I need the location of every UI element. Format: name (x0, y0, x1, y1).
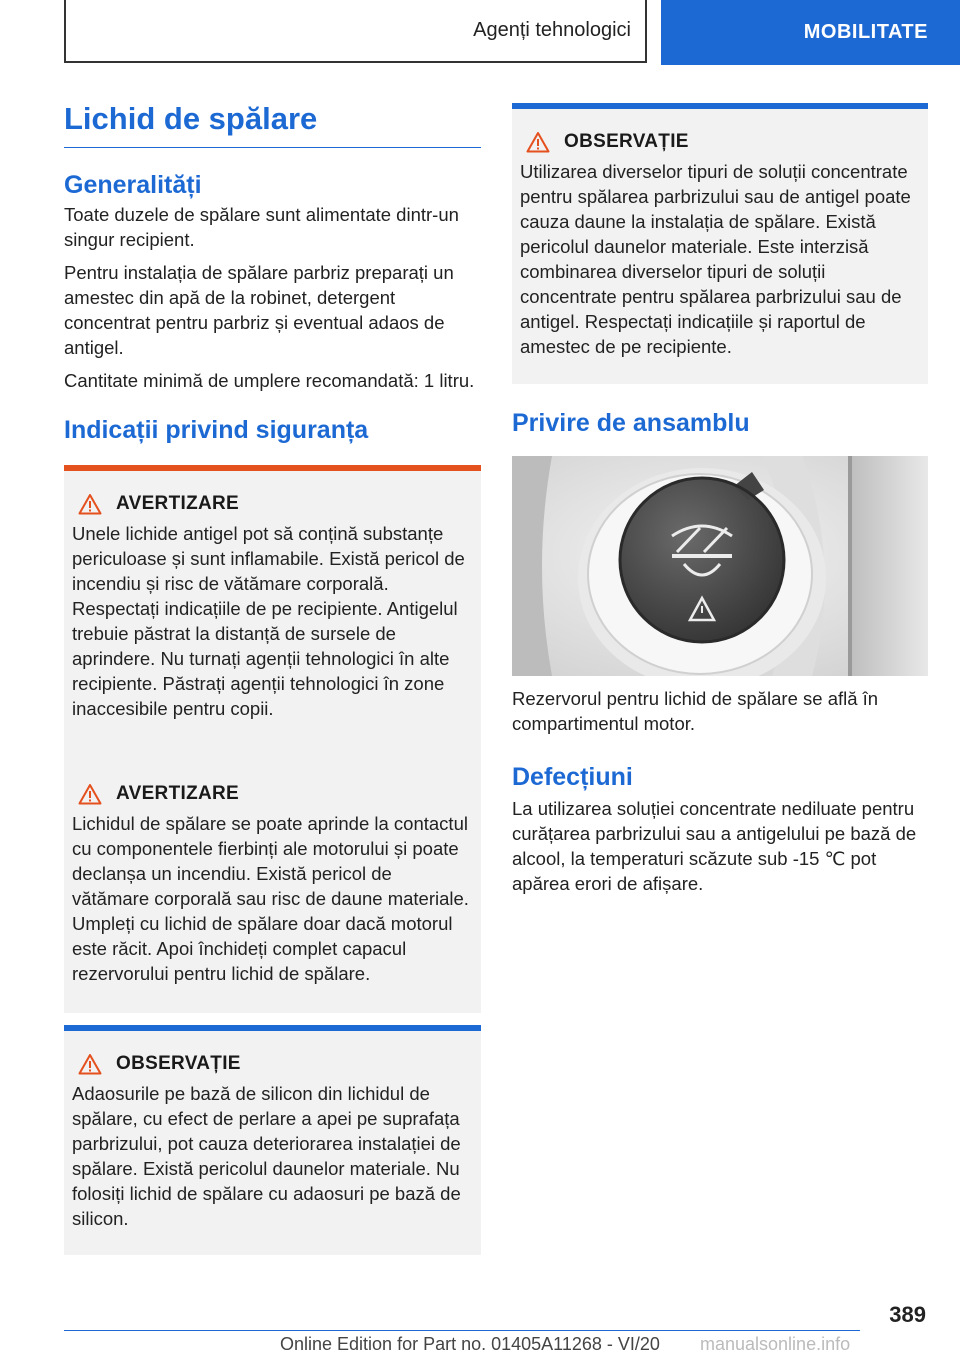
general-paragraph-2: Pentru instalația de spălare parbriz preparați un amestec din apă de la robinet, detergent concentrat pentru parbriz și eventual adaos de antigel. (64, 262, 454, 359)
general-paragraph-1: Toate duzele de spălare sunt alimentate dintr-un singur recipient. (64, 204, 459, 251)
right-column (512, 103, 928, 896)
photo-caption: Rezervorul pentru lichid de spălare se află în compartimentul motor. (512, 688, 879, 734)
header-section-label: Agenți tehnologici (473, 19, 631, 41)
note-label: OBSERVAȚIE (116, 1053, 241, 1075)
warning-triangle-icon (78, 493, 102, 515)
left-column (64, 100, 481, 1255)
warning-box-1 (64, 465, 481, 745)
note-box-1 (64, 1025, 481, 1255)
header-chapter-tab (661, 0, 960, 65)
note-text: Utilizarea diverselor tipuri de soluții concentrate pentru spălarea parbrizului sau de antigel poate cauza daune la instalația de spălare. Există pericolul daunelor materiale. Este interzisă combinarea diverselor tipuri de soluții concentrate pentru spălarea parbrizului sau de antigel. Respectați indicațiile și raportul de amestec de pe recipiente. (520, 161, 911, 357)
header-section-tab (64, 0, 647, 63)
note-text: Adaosurile pe bază de silicon din lichidul de spălare, cu efect de perlare a apei pe suprafața parbrizului, pot cauza deteriorarea instalației de spălare. Există pericolul daunelor materiale. Nu folosiți lichid de spălare cu adaosuri pe bază de silicon. (72, 1083, 461, 1230)
footer-watermark: manualsonline.info (700, 1334, 851, 1354)
safety-heading: Indicații privind siguranța (64, 416, 369, 445)
header-chapter-label: MOBILITATE (803, 21, 928, 43)
page-number: 389 (889, 1302, 926, 1327)
caution-triangle-icon (78, 1053, 102, 1075)
warning-box-2 (64, 745, 481, 1013)
warning-label: AVERTIZARE (116, 783, 239, 805)
faults-text: La utilizarea soluției concentrate nediluate pentru curățarea parbrizului sau a antigelului pe bază de alcool, la temperaturi scăzute sub -15 ℃ pot apărea erori de afișare. (512, 798, 917, 894)
general-heading: Generalități (64, 171, 202, 200)
note-label: OBSERVAȚIE (564, 131, 689, 152)
faults-heading: Defecțiuni (512, 763, 633, 791)
footer-divider (64, 1330, 860, 1331)
caution-triangle-icon (526, 131, 550, 153)
warning-triangle-icon (78, 783, 102, 805)
warning-text: Lichidul de spălare se poate aprinde la contactul cu componentele fierbinți ale motorului și poate declanșa un incendiu. Există pericol de vătămare corporală sau risc de daune materiale. Umpleți cu lichid de spălare doar dacă motorul este răcit. Apoi închideți complet capacul rezervorului pentru lichid de spălare. (72, 813, 469, 985)
warning-label: AVERTIZARE (116, 493, 239, 515)
overview-heading: Privire de ansamblu (512, 409, 750, 437)
note-box-2 (512, 103, 928, 384)
page-title: Lichid de spălare (64, 100, 481, 148)
footer-edition: Online Edition for Part no. 01405A11268 - VI/20 (280, 1334, 660, 1354)
warning-text: Unele lichide antigel pot să conțină substanțe periculoase și sunt inflamabile. Există pericol de incendiu și risc de vătămare corporală. Respectați indicațiile de pe recipiente. Antigelul trebuie păstrat la distanță de sursele de aprindere. Nu turnați agenții tehnologici în alte recipiente. Păstrați agenții tehnologici în zone inaccesibile pentru copii. (72, 523, 465, 720)
general-paragraph-3: Cantitate minimă de umplere recomandată: 1 litru. (64, 370, 475, 392)
washer-reservoir-cap-photo (512, 456, 928, 676)
